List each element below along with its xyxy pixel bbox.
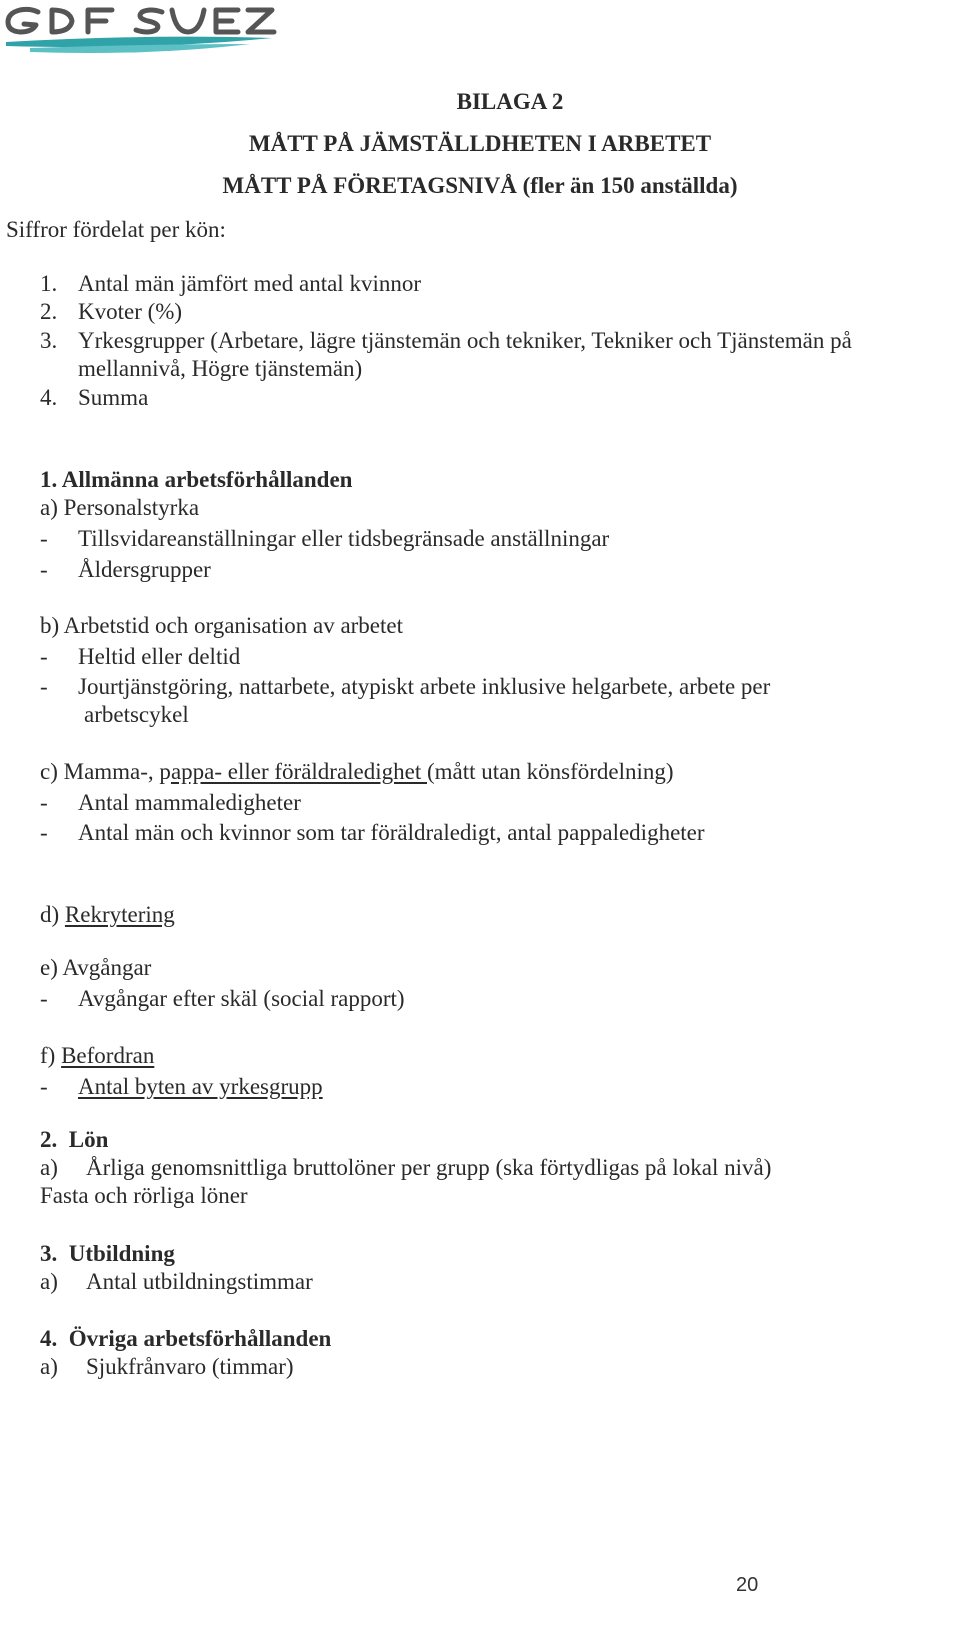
- subsection-label: a) Personalstyrka: [40, 495, 200, 520]
- item-text: Antal utbildningstimmar: [86, 1269, 313, 1294]
- section-heading: 3. Utbildning: [40, 1241, 175, 1266]
- subsection-label: e) Avgångar: [40, 955, 152, 980]
- intro-item-num: 1.: [40, 271, 58, 296]
- bullet-item: Jourtjänstgöring, nattarbete, atypiskt arbete inklusive helgarbete, arbete per: [78, 674, 771, 699]
- intro-item-continuation: mellannivå, Högre tjänstemän): [78, 356, 363, 381]
- page-subtitle: MÅTT PÅ FÖRETAGSNIVÅ (fler än 150 anställda): [222, 173, 738, 198]
- item-letter: a): [40, 1155, 58, 1180]
- subsection-label: b) Arbetstid och organisation av arbetet: [40, 613, 404, 638]
- page-number: 20: [736, 1574, 759, 1596]
- label-part: (mått utan könsfördelning): [427, 759, 674, 784]
- intro-label: Siffror fördelat per kön:: [6, 217, 226, 242]
- intro-item-num: 3.: [40, 328, 58, 353]
- section-heading: 4. Övriga arbetsförhållanden: [40, 1326, 332, 1351]
- intro-item: Summa: [78, 385, 149, 410]
- dash-bullet: -: [40, 674, 48, 699]
- subsection-label: [40, 901, 175, 929]
- gdf-suez-logo: [0, 0, 290, 60]
- subsection-label: [40, 758, 674, 786]
- intro-item-num: 2.: [40, 299, 58, 324]
- item-text: Sjukfrånvaro (timmar): [86, 1354, 294, 1379]
- bullet-item: Tillsvidareanställningar eller tidsbegränsade anställningar: [78, 526, 610, 551]
- subsection-label: [40, 1042, 154, 1070]
- bullet-item-continuation: arbetscykel: [84, 702, 189, 727]
- intro-item-num: 4.: [40, 385, 58, 410]
- dash-bullet: -: [40, 1074, 48, 1099]
- intro-item: Kvoter (%): [78, 299, 183, 324]
- section-heading: 1. Allmänna arbetsförhållanden: [40, 467, 353, 492]
- intro-item: Antal män jämfört med antal kvinnor: [78, 271, 421, 296]
- intro-item: Yrkesgrupper (Arbetare, lägre tjänstemän och tekniker, Tekniker och Tjänstemän på: [78, 328, 852, 353]
- dash-bullet: -: [40, 790, 48, 815]
- label-prefix: f): [40, 1043, 62, 1068]
- item-letter: a): [40, 1354, 58, 1379]
- dash-bullet: -: [40, 986, 48, 1011]
- dash-bullet: -: [40, 526, 48, 551]
- bullet-item: Antal män och kvinnor som tar föräldraledigt, antal pappaledigheter: [78, 820, 705, 845]
- bullet-item: Avgångar efter skäl (social rapport): [78, 986, 405, 1011]
- bullet-item: Heltid eller deltid: [78, 644, 241, 669]
- item-letter: a): [40, 1269, 58, 1294]
- bullet-item: Antal mammaledigheter: [78, 790, 301, 815]
- label-underlined: Befordran: [61, 1043, 155, 1068]
- label-part: c) Mamma-, p: [40, 759, 171, 784]
- page-title: MÅTT PÅ JÄMSTÄLLDHETEN I ARBETET: [248, 131, 712, 156]
- section-heading: 2. Lön: [40, 1127, 109, 1152]
- bilaga-label: BILAGA 2: [456, 89, 564, 114]
- label-prefix: d): [40, 902, 65, 927]
- dash-bullet: -: [40, 644, 48, 669]
- dash-bullet: -: [40, 557, 48, 582]
- item-text: Årliga genomsnittliga bruttolöner per grupp (ska förtydligas på lokal nivå): [86, 1155, 772, 1180]
- label-underlined: Rekrytering: [64, 902, 175, 927]
- bullet-item: Åldersgrupper: [78, 557, 211, 582]
- label-part-underlined: appa- eller föräldraledighet: [170, 759, 427, 784]
- dash-bullet: -: [40, 820, 48, 845]
- item-text: Fasta och rörliga löner: [40, 1183, 248, 1208]
- bullet-item: Antal byten av yrkesgrupp: [78, 1074, 323, 1099]
